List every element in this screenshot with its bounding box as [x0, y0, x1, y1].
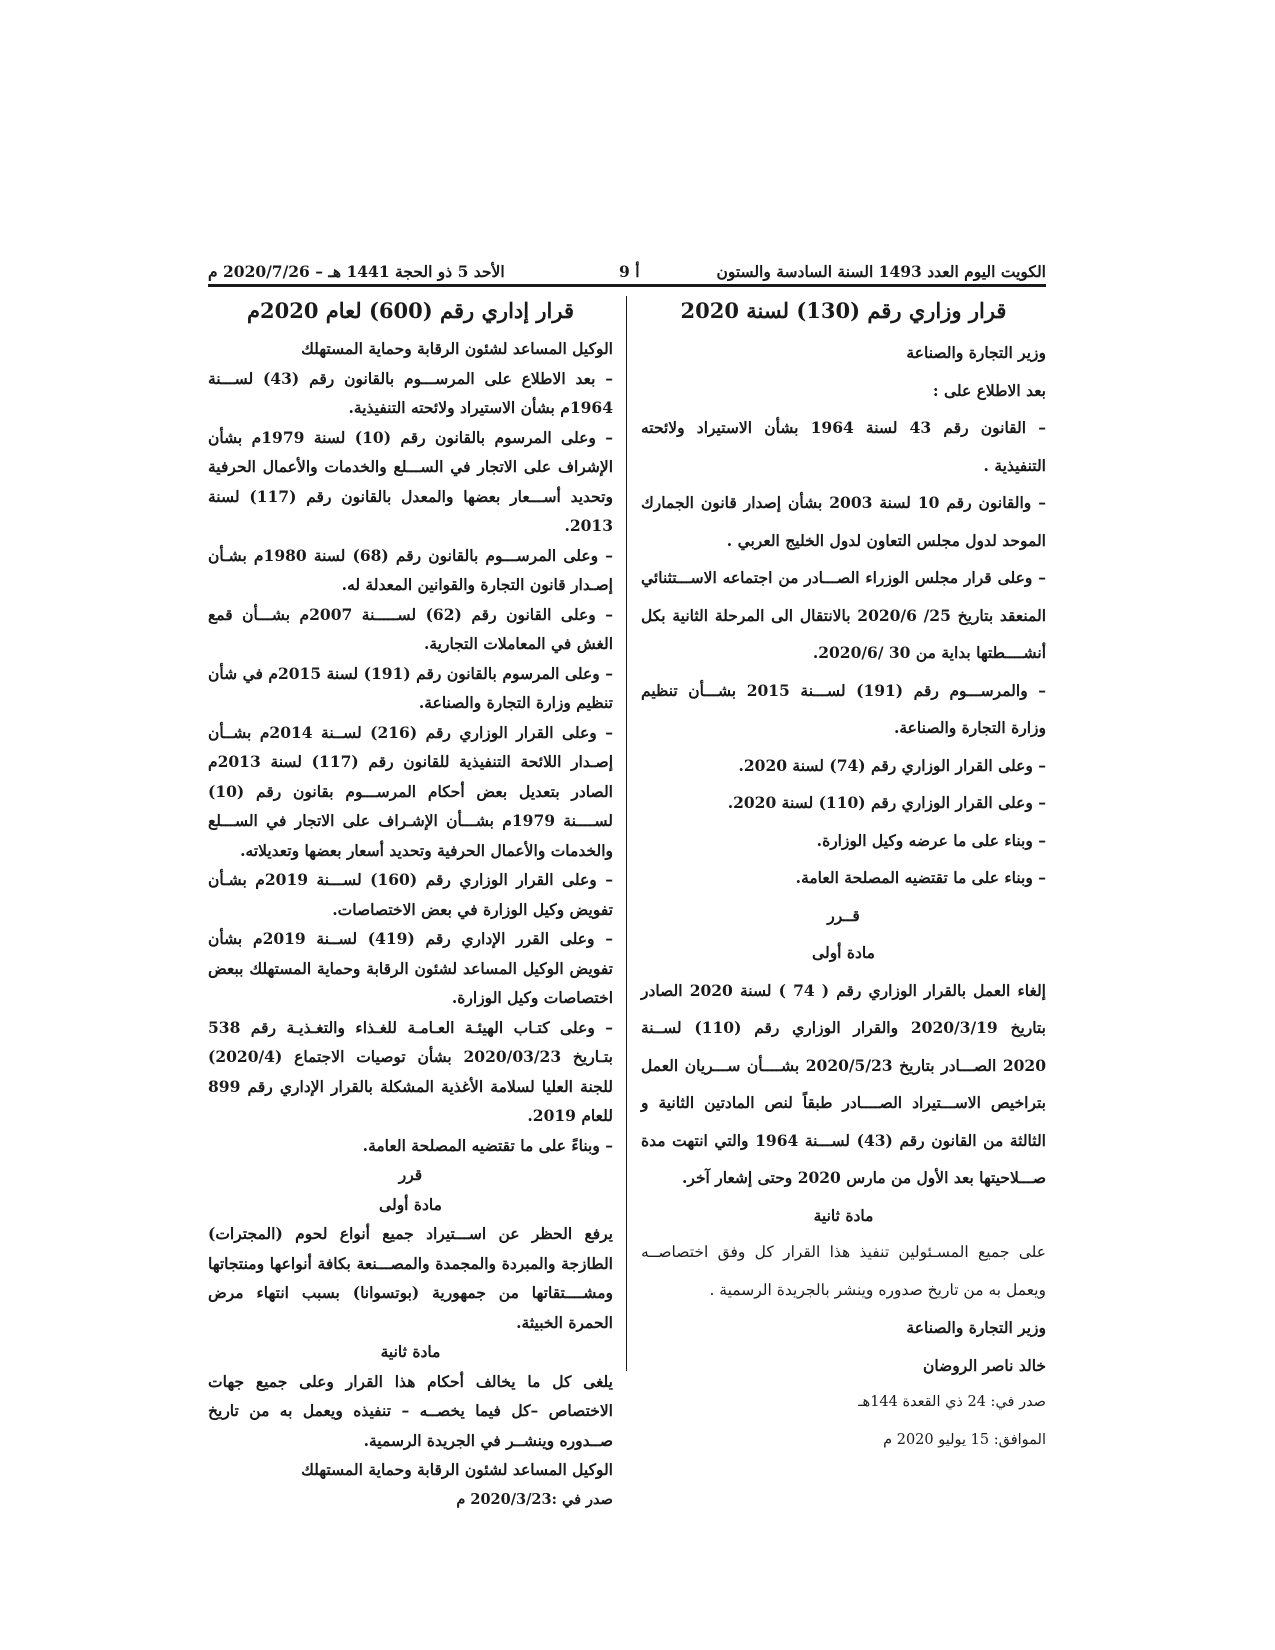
administrative-decision-title: قرار إداري رقم (600) لعام 2020م — [246, 298, 575, 323]
preamble-item: – بعد الاطلاع على المرســـوم بالقانون رقم (43) لســـنة 1964م بشأن الاستيراد ولائحته التنفيذية. — [208, 368, 613, 417]
preamble-item: – وبناء على ما تقتضيه المصلحة العامة. — [795, 868, 1046, 887]
signature-title: الوكيل المساعد لشئون الرقابة وحماية المستهلك — [301, 1460, 613, 1479]
preamble-item: – وعلى القرار الوزاري رقم (216) لســنة 2014م بشــأن إصـدار اللائحة التنفيذية للقانون رقم (117) لسنة 2013م الصادر بتعديل بعض أحكام المرســـوم بقانون رقم (10) لســــنة 1979م بشـــأن الإشـراف على الاتجار في الســـلع والخدمات والأعمال الحرفية وتحديد أسعار بعضها وتعديلاته. — [208, 722, 614, 860]
preamble-item: – وبناءً على ما تقتضيه المصلحة العامة. — [362, 1135, 613, 1155]
preamble-item: – وعلى قرار مجلس الوزراء الصـــادر من اجتماعه الاســـتثنائي المنعقد بتاريخ 25/ 2020/6 بالانتقال الى المرحلة الثانية بكل أنشــــطتها بداية من 30 /2020/6. — [641, 568, 1047, 662]
article-2-heading: مادة ثانية — [380, 1342, 441, 1361]
preamble-item: – وعلى القرر الإداري رقم (419) لســنة 2019م بشأن تفويض الوكيل المساعد لشئون الرقابة وحماية المستهلك ببعض اختصاصات وكيل الوزارة. — [208, 929, 613, 1007]
decided-heading: قــرر — [827, 905, 860, 925]
preamble-item: – وعلى القرار الوزاري رقم (74) لسنة 2020. — [738, 755, 1046, 775]
preamble-item: – وعلى المرســـوم بالقانون رقم (68) لسنة 1980م بشـأن إصـدار قانون التجارة والقوانين المعدلة له. — [208, 545, 614, 594]
minister-heading: وزير التجارة والصناعة — [906, 343, 1046, 362]
administrative-decision-column — [208, 296, 613, 1514]
article-2-text: على جميع المسـئولين تنفيذ هذا القرار كل وفق اختصاصــه ويعمل به من تاريخ صدوره وينشر بالجريدة الرسمية . — [641, 1243, 1046, 1299]
article-1-text: يرفع الحظر عن اســـتيراد جميع أنواع لحوم (المجترات) الطازجة والمبردة والمجمدة والمصـــنعة بكافة أنواعها ومنتجاتها ومشــــتقاتها من جمهورية (بوتسوانا) بسبب انتهاء مرض الحمرة الخبيثة. — [208, 1224, 613, 1332]
page-header — [208, 258, 1046, 286]
article-1-heading: مادة أولى — [379, 1194, 442, 1214]
decided-heading: قرر — [398, 1165, 423, 1184]
signature-title: وزير التجارة والصناعة — [906, 1318, 1046, 1337]
header-rule — [208, 284, 1046, 287]
preamble-item: – وعلى القرار الوزاري رقم (110) لسنة 2020. — [727, 793, 1046, 812]
authority-heading: الوكيل المساعد لشئون الرقابة وحماية المستهلك — [301, 339, 613, 358]
issued-date: صدر في :2020/3/23 م — [456, 1490, 613, 1508]
signature-name: خالد ناصر الروضان — [922, 1355, 1046, 1375]
preamble-item: – وعلى المرسوم بالقانون رقم (191) لسنة 2015م في شأن تنظيم وزارة التجارة والصناعة. — [208, 663, 613, 712]
article-1-heading: مادة أولى — [812, 943, 875, 962]
header-page-number: أ 9 — [619, 262, 640, 281]
header-date: الأحد 5 ذو الحجة 1441 هـ – 2020/7/26 م — [208, 262, 505, 281]
article-1-text: إلغاء العمل بالقرار الوزاري رقم ( 74 ) لسنة 2020 الصادر بتاريخ 2020/3/19 والقرار الوزاري رقم (110) لســنة 2020 الصـــادر بتاريخ 2020/5/23 بشــــأن ســـريان العمل بتراخيص الاســـتيراد الصــــادر طبقاً لنص المادتين الثانية و الثالثة من القانون رقم (43) لســـنة 1964 والتي انتهت مدة صـــلاحيتها بعد الأول من مارس 2020 وحتى إشعار آخر. — [641, 980, 1046, 1187]
preamble-item: – وعلى القانون رقم (62) لســـــنة 2007م بشـــأن قمع الغش في المعاملات التجارية. — [208, 604, 613, 653]
ministerial-decision-column — [641, 296, 1046, 1459]
after-review-heading: بعد الاطلاع على : — [932, 380, 1046, 400]
issued-date: صدر في: 24 ذي القعدة 144هـ — [858, 1394, 1046, 1410]
preamble-item: – والمرســـوم رقم (191) لســـنة 2015 بشـــأن تنظيم وزارة التجارة والصناعة. — [641, 680, 1046, 737]
preamble-item: – وبناء على ما عرضه وكيل الوزارة. — [816, 830, 1046, 850]
preamble-item: – والقانون رقم 10 لسنة 2003 بشأن إصدار قانون الجمارك الموحد لدول مجلس التعاون لدول الخليج العربي . — [641, 493, 1046, 550]
column-divider — [626, 296, 627, 1371]
article-2-text: يلغى كل ما يخالف أحكام هذا القرار وعلى جميع جهات الاختصاص –كل فيما يخصــه – تنفيذه ويعمل به من تاريخ صــدوره وينشــر في الجريدة الرسمية. — [208, 1371, 613, 1450]
corresponding-date: الموافق: 15 يوليو 2020 م — [883, 1431, 1046, 1448]
article-2-heading: مادة ثانية — [813, 1205, 874, 1225]
preamble-item: – وعلى القرار الوزاري رقم (160) لســـنة 2019م بشـأن تفويض وكيل الوزارة في بعض الاختصاصات. — [208, 870, 614, 919]
preamble-item: – القانون رقم 43 لسنة 1964 بشأن الاستيراد ولائحته التنفيذية . — [641, 418, 1046, 475]
preamble-item: – وعلى المرسوم بالقانون رقم (10) لسنة 1979م بشأن الإشراف على الاتجار في الســـلع والخدمات والأعمال الحرفية وتحديد أســـعار بعضها والمعدل بالقانون رقم (117) لسنة 2013. — [208, 427, 613, 535]
preamble-item: – وعلى كتـاب الهيئـة العـامـة للغـذاء والتغـذيـة رقم 538 بتـاريخ 2020/03/23 بشأن توصيات الاجتماع (2020/4) للجنة العليا لسلامة الأغذية المشكلة بالقرار الإداري رقم 899 للعام 2019. — [208, 1017, 613, 1125]
ministerial-decision-title: قرار وزاري رقم (130) لسنة 2020 — [680, 298, 1007, 323]
header-issue-info: الكويت اليوم العدد 1493 السنة السادسة والستون — [716, 262, 1046, 281]
